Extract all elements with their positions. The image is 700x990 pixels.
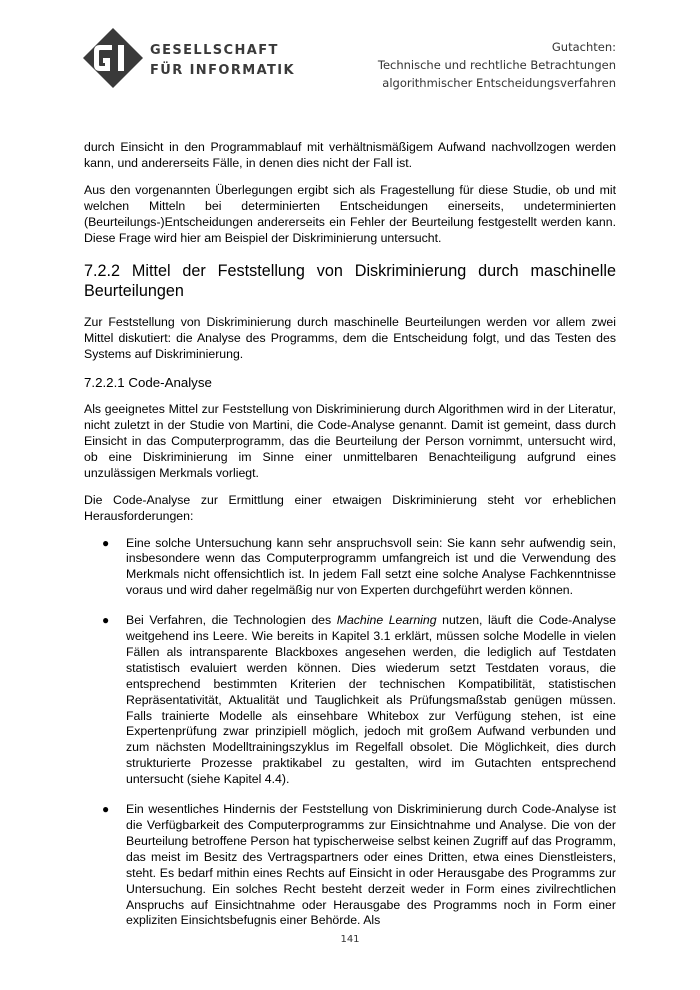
doc-title-line3: algorithmischer Entscheidungsverfahren (382, 76, 616, 90)
list-item (84, 613, 616, 788)
subsection-heading-7-2-2-1: 7.2.2.1 Code-Analyse (84, 375, 212, 391)
emphasis-term: Machine Learning (336, 613, 437, 628)
text-run: Bei Verfahren, die Technologien des (126, 613, 337, 628)
gi-logo-icon (82, 27, 144, 89)
body-content (84, 140, 616, 943)
document-title-block (378, 38, 616, 92)
bullet-icon: ● (102, 535, 110, 550)
paragraph: Aus den vorgenannten Überlegungen ergibt sich als Fragestellung für diese Studie, ob und mit welchen Mitteln bei determinierten Entscheidungen einerseits, undeterminierten (Beurteilungs-)Entscheidungen andererseits ein Fehler der Beurteilung festgestellt werden kann. Diese Frage wird hier am Beispiel der Diskriminierung untersucht. (84, 182, 616, 245)
list-item (84, 802, 616, 929)
logo-wordmark (150, 41, 295, 81)
logo-name-line2: FÜR INFORMATIK (150, 63, 295, 78)
bullet-icon: ● (102, 613, 110, 628)
list-item-text: Ein wesentliches Hindernis der Feststellung von Diskriminierung durch Code-Analyse ist die Verfügbarkeit des Computerprogramms zur Einsichtnahme und Analyse. Die von der Beurteilung betroffene Person hat typischerweise selbst keinen Zugriff auf das Programm, das meist im Besitz des Vertragspartners oder eines Dritten, etwa eines Dienstleisters, steht. Es bedarf mithin eines Rechts auf Einsicht in oder Herausgabe des Programms zur Untersuchung. Ein solches Recht besteht derzeit weder in Form eines zivilrechtlichen Anspruchs auf Einsichtnahme oder Herausgabe des Programms noch in Form einer expliziten Einsichtsbefugnis einer Behörde. Als (126, 802, 616, 928)
list-item (84, 536, 616, 600)
text-run: nutzen, läuft die Code-Analyse weitgehend ins Leere. Wie bereits in Kapitel 3.1 erklärt, müssen solche Modelle in vielen Fällen als intransparente Blackboxes angesehen werden, die lediglich auf Testdaten statistisch evaluiert werden können. Dies wiederum setzt Testdaten voraus, die entsprechend bestimmten Kriterien der technischen Kompatibilität, statistischen Repräsentativität, Aktualität und Tauglichkeit als Prüfungsmaßstab genügen müssen. Falls trainierte Modelle als einsehbare Whitebox zur Verfügung stehen, ist eine Expertenprüfung zwar prinzipiell möglich, jedoch mit großem Aufwand verbunden und zum nächsten Modelltrainingszyklus im Regelfall obsolet. Die Möglichkeit, dies durch strukturierte Prozesse praktikabel zu gestalten, wird im Gutachten entsprechend untersucht (siehe Kapitel 4.4). (126, 613, 616, 787)
doc-title-line2: Technische und rechtliche Betrachtungen (377, 58, 616, 72)
doc-title-line1: Gutachten: (551, 40, 616, 54)
list-item-text (126, 613, 616, 788)
list-item-text: Eine solche Untersuchung kann sehr anspruchsvoll sein: Sie kann sehr aufwendig sein, insbesondere wenn das Computerprogramm umfangreich ist und die Verwendung des Merkmals nicht offensichtlich ist. In jedem Fall setzt eine solche Analyse Fachkenntnisse voraus und wird daher regelmäßig nur von Experten durchgeführt werden können. (126, 535, 616, 598)
challenges-list (84, 536, 616, 930)
section-heading-7-2-2: 7.2.2 Mittel der Feststellung von Diskriminierung durch maschinelle Beurteilungen (84, 262, 616, 301)
paragraph: durch Einsicht in den Programmablauf mit verhältnismäßigem Aufwand nachvollzogen werden kann, und andererseits Fälle, in denen dies nicht der Fall ist. (84, 140, 616, 170)
logo-name-line1: GESELLSCHAFT (150, 43, 279, 58)
paragraph: Zur Feststellung von Diskriminierung durch maschinelle Beurteilungen werden vor allem zwei Mittel diskutiert: die Analyse des Programms, dem die Entscheidung folgt, und das Testen des Systems auf Diskriminierung. (84, 315, 616, 362)
paragraph: Die Code-Analyse zur Ermittlung einer etwaigen Diskriminierung steht vor erheblichen Herausforderungen: (84, 492, 616, 523)
page-number: 141 (340, 934, 360, 945)
paragraph: Als geeignetes Mittel zur Feststellung von Diskriminierung durch Algorithmen wird in der Literatur, nicht zuletzt in der Studie von Martini, die Code-Analyse genannt. Damit ist gemeint, dass durch Einsicht in das Computerprogramm, das die Beurteilung der Person vornimmt, untersucht wird, ob eine Diskriminierung im Sinne einer unmittelbaren Benachteiligung aufgrund eines unzulässigen Merkmals vorliegt. (84, 402, 616, 480)
bullet-icon: ● (102, 802, 110, 817)
